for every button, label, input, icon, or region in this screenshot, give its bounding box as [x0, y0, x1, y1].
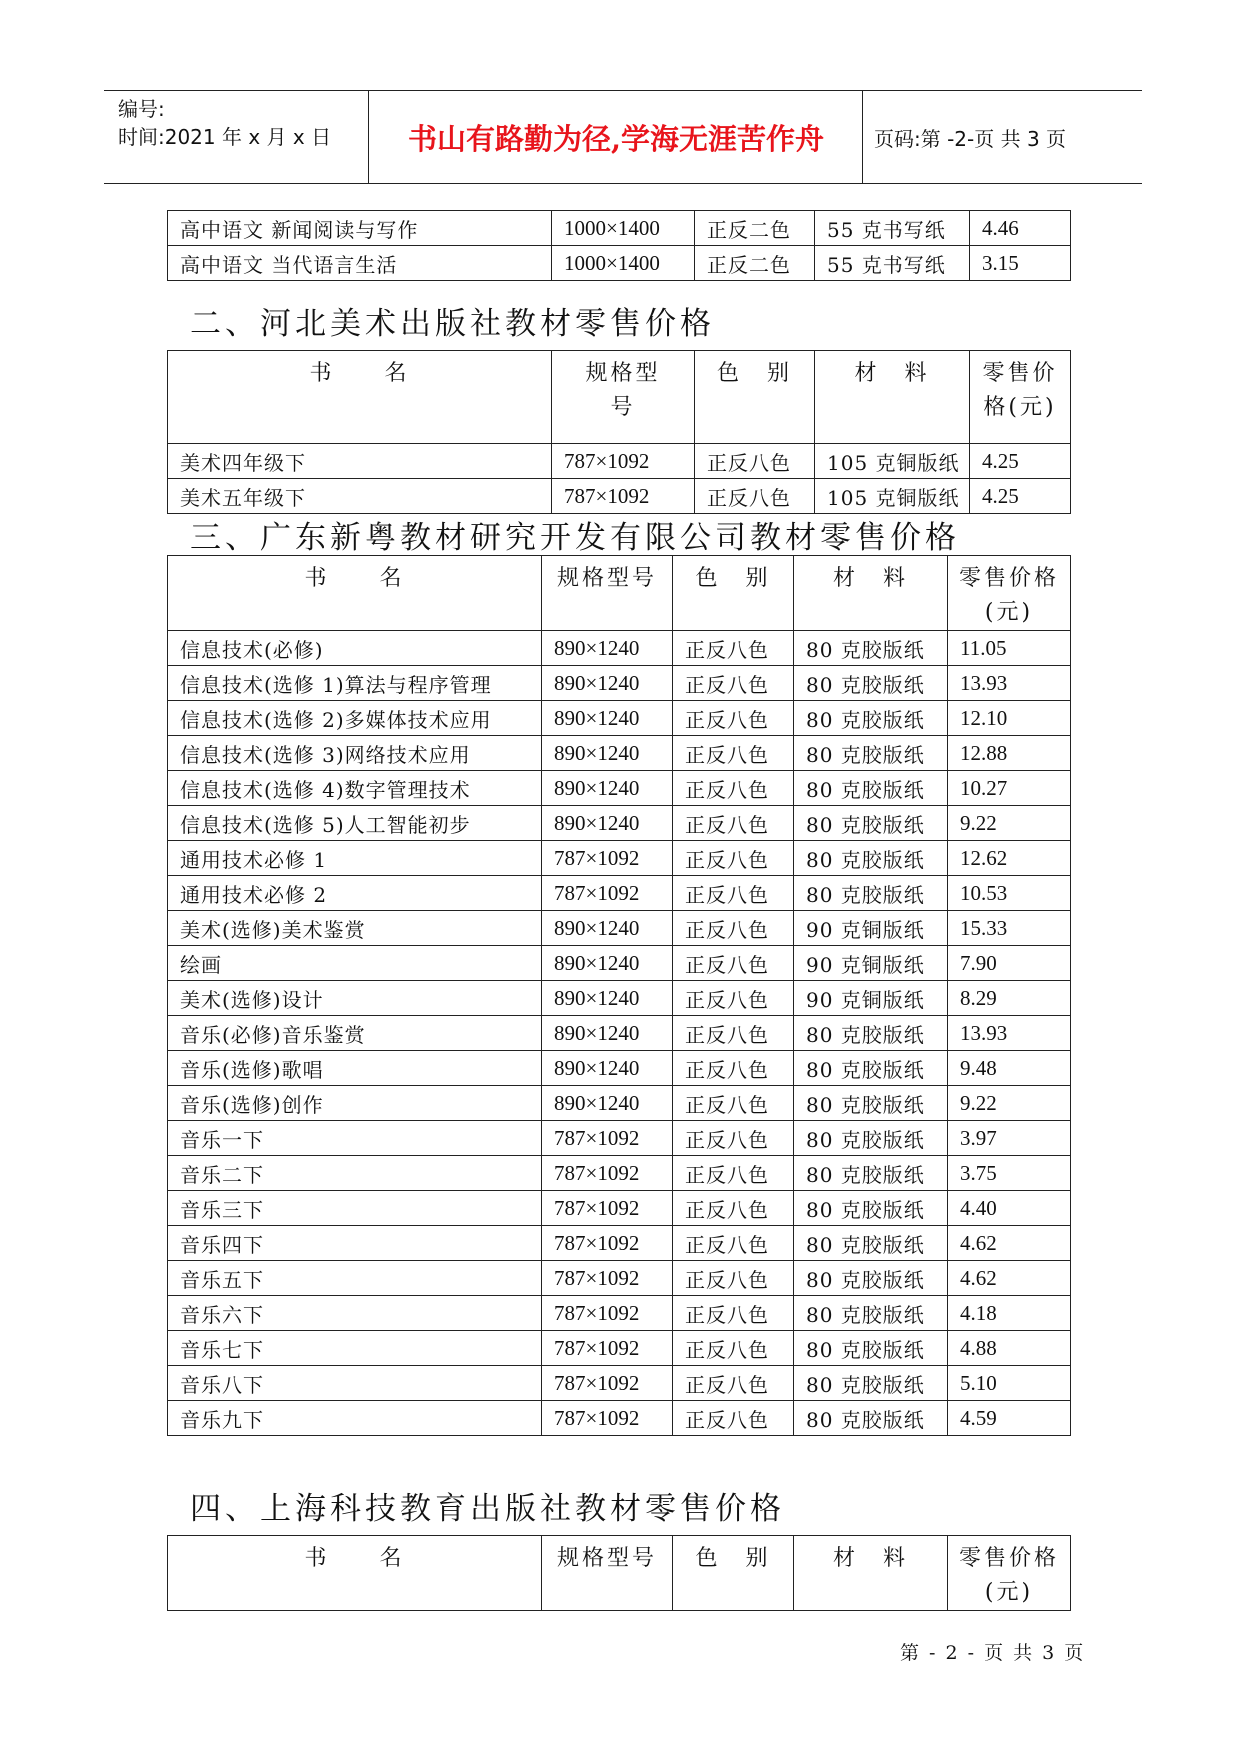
table-row	[168, 1016, 1071, 1051]
cell-material: 80 克胶版纸	[794, 1366, 948, 1401]
guangdong-price-table	[167, 555, 1071, 1436]
cell-material: 80 克胶版纸	[794, 1086, 948, 1121]
cell-color: 正反八色	[673, 1016, 794, 1051]
header-meta-cell	[104, 91, 369, 183]
cell-title: 音乐(选修)歌唱	[168, 1051, 542, 1086]
cell-color: 正反八色	[673, 666, 794, 701]
cell-color: 正反八色	[673, 981, 794, 1016]
table-row	[168, 479, 1071, 514]
table-row	[168, 1121, 1071, 1156]
cell-title: 美术四年级下	[168, 444, 552, 479]
col-header-title: 书 名	[168, 1536, 542, 1611]
cell-material: 80 克胶版纸	[794, 771, 948, 806]
col-header-price: 零售价格(元)	[970, 351, 1071, 444]
col-header-price: 零售价格(元)	[948, 556, 1071, 631]
cell-color: 正反二色	[695, 211, 815, 246]
cell-color: 正反八色	[673, 1086, 794, 1121]
cell-price: 12.88	[948, 736, 1071, 771]
cell-spec: 787×1092	[542, 1401, 673, 1436]
cell-title: 高中语文 新闻阅读与写作	[168, 211, 552, 246]
shanghai-price-table	[167, 1535, 1071, 1611]
cell-title: 音乐六下	[168, 1296, 542, 1331]
cell-title: 信息技术(选修 2)多媒体技术应用	[168, 701, 542, 736]
cell-color: 正反八色	[673, 1296, 794, 1331]
table-row	[168, 1296, 1071, 1331]
cell-price: 4.88	[948, 1331, 1071, 1366]
cell-color: 正反八色	[673, 806, 794, 841]
cell-material: 80 克胶版纸	[794, 1296, 948, 1331]
cell-title: 音乐七下	[168, 1331, 542, 1366]
cell-material: 80 克胶版纸	[794, 1051, 948, 1086]
cell-spec: 890×1240	[542, 666, 673, 701]
cell-color: 正反八色	[673, 771, 794, 806]
cell-spec: 787×1092	[542, 1331, 673, 1366]
col-header-material: 材 料	[815, 351, 970, 444]
cell-price: 10.27	[948, 771, 1071, 806]
cell-title: 通用技术必修 1	[168, 841, 542, 876]
page-footer: 第 - 2 - 页 共 3 页	[900, 1642, 1086, 1664]
cell-color: 正反八色	[695, 479, 815, 514]
table-row	[168, 211, 1071, 246]
section-title-hebei: 二、河北美术出版社教材零售价格	[190, 306, 715, 342]
cell-material: 80 克胶版纸	[794, 701, 948, 736]
cell-price: 4.25	[970, 444, 1071, 479]
cell-material: 80 克胶版纸	[794, 1401, 948, 1436]
cell-price: 4.18	[948, 1296, 1071, 1331]
table-row	[168, 1051, 1071, 1086]
cell-title: 音乐二下	[168, 1156, 542, 1191]
col-header-spec: 规格型号	[542, 556, 673, 631]
header-motto: 书山有路勤为径,学海无涯苦作舟	[370, 91, 863, 183]
col-header-color: 色 别	[673, 556, 794, 631]
cell-material: 80 克胶版纸	[794, 666, 948, 701]
cell-price: 3.15	[970, 246, 1071, 281]
table-row	[168, 1226, 1071, 1261]
table-row	[168, 841, 1071, 876]
table-row	[168, 1261, 1071, 1296]
cell-title: 信息技术(必修)	[168, 631, 542, 666]
table-row	[168, 1086, 1071, 1121]
table-row	[168, 444, 1071, 479]
cell-spec: 787×1092	[542, 1226, 673, 1261]
cell-title: 音乐(必修)音乐鉴赏	[168, 1016, 542, 1051]
cell-spec: 787×1092	[542, 1366, 673, 1401]
col-header-material: 材 料	[794, 556, 948, 631]
cell-title: 音乐九下	[168, 1401, 542, 1436]
cell-title: 信息技术(选修 5)人工智能初步	[168, 806, 542, 841]
cell-material: 80 克胶版纸	[794, 631, 948, 666]
table-row	[168, 946, 1071, 981]
cell-material: 80 克胶版纸	[794, 1191, 948, 1226]
cell-color: 正反二色	[695, 246, 815, 281]
cell-price: 7.90	[948, 946, 1071, 981]
cell-price: 4.62	[948, 1226, 1071, 1261]
cell-price: 4.25	[970, 479, 1071, 514]
cell-spec: 1000×1400	[552, 211, 695, 246]
continuation-table	[167, 210, 1071, 281]
cell-price: 9.22	[948, 1086, 1071, 1121]
table-row	[168, 736, 1071, 771]
cell-color: 正反八色	[673, 1331, 794, 1366]
cell-spec: 890×1240	[542, 946, 673, 981]
table-row	[168, 1156, 1071, 1191]
table-row	[168, 806, 1071, 841]
table-row	[168, 631, 1071, 666]
cell-spec: 890×1240	[542, 1086, 673, 1121]
col-header-spec: 规格型号	[552, 351, 695, 444]
col-header-title: 书 名	[168, 556, 542, 631]
cell-price: 3.97	[948, 1121, 1071, 1156]
cell-price: 4.40	[948, 1191, 1071, 1226]
cell-material: 80 克胶版纸	[794, 1016, 948, 1051]
cell-color: 正反八色	[673, 911, 794, 946]
cell-spec: 787×1092	[542, 1261, 673, 1296]
cell-title: 音乐(选修)创作	[168, 1086, 542, 1121]
cell-color: 正反八色	[673, 736, 794, 771]
cell-color: 正反八色	[673, 841, 794, 876]
cell-title: 音乐一下	[168, 1121, 542, 1156]
cell-spec: 890×1240	[542, 736, 673, 771]
table-row	[168, 771, 1071, 806]
cell-price: 5.10	[948, 1366, 1071, 1401]
cell-spec: 787×1092	[542, 1121, 673, 1156]
cell-title: 绘画	[168, 946, 542, 981]
cell-material: 80 克胶版纸	[794, 876, 948, 911]
cell-spec: 1000×1400	[552, 246, 695, 281]
cell-price: 8.29	[948, 981, 1071, 1016]
cell-material: 80 克胶版纸	[794, 841, 948, 876]
cell-material: 80 克胶版纸	[794, 1261, 948, 1296]
cell-price: 4.46	[970, 211, 1071, 246]
table-row	[168, 701, 1071, 736]
cell-color: 正反八色	[673, 1261, 794, 1296]
cell-material: 80 克胶版纸	[794, 1156, 948, 1191]
cell-spec: 890×1240	[542, 701, 673, 736]
cell-spec: 890×1240	[542, 806, 673, 841]
cell-color: 正反八色	[673, 1051, 794, 1086]
cell-spec: 890×1240	[542, 1051, 673, 1086]
cell-spec: 787×1092	[542, 1191, 673, 1226]
cell-price: 3.75	[948, 1156, 1071, 1191]
cell-price: 4.59	[948, 1401, 1071, 1436]
table-row	[168, 1191, 1071, 1226]
section-title-shanghai: 四、上海科技教育出版社教材零售价格	[190, 1491, 785, 1527]
cell-title: 美术(选修)美术鉴赏	[168, 911, 542, 946]
cell-spec: 890×1240	[542, 981, 673, 1016]
cell-spec: 787×1092	[542, 841, 673, 876]
cell-material: 90 克铜版纸	[794, 946, 948, 981]
table-row	[168, 911, 1071, 946]
cell-price: 12.10	[948, 701, 1071, 736]
cell-spec: 787×1092	[542, 876, 673, 911]
cell-price: 4.62	[948, 1261, 1071, 1296]
cell-color: 正反八色	[673, 1366, 794, 1401]
cell-color: 正反八色	[673, 1191, 794, 1226]
cell-spec: 890×1240	[542, 1016, 673, 1051]
cell-material: 90 克铜版纸	[794, 911, 948, 946]
cell-price: 9.22	[948, 806, 1071, 841]
cell-title: 信息技术(选修 1)算法与程序管理	[168, 666, 542, 701]
cell-spec: 787×1092	[552, 444, 695, 479]
col-header-color: 色 别	[695, 351, 815, 444]
cell-color: 正反八色	[673, 631, 794, 666]
cell-color: 正反八色	[673, 1121, 794, 1156]
cell-material: 105 克铜版纸	[815, 444, 970, 479]
cell-title: 音乐八下	[168, 1366, 542, 1401]
cell-material: 80 克胶版纸	[794, 736, 948, 771]
cell-material: 90 克铜版纸	[794, 981, 948, 1016]
cell-color: 正反八色	[673, 701, 794, 736]
header-page-label: 页码:第 -2-页 共 3 页	[874, 126, 1067, 151]
cell-material: 105 克铜版纸	[815, 479, 970, 514]
cell-color: 正反八色	[673, 876, 794, 911]
page-header	[104, 90, 1142, 184]
cell-title: 音乐五下	[168, 1261, 542, 1296]
cell-title: 信息技术(选修 4)数字管理技术	[168, 771, 542, 806]
cell-spec: 890×1240	[542, 631, 673, 666]
cell-title: 信息技术(选修 3)网络技术应用	[168, 736, 542, 771]
cell-material: 55 克书写纸	[815, 211, 970, 246]
table-row	[168, 876, 1071, 911]
cell-title: 音乐三下	[168, 1191, 542, 1226]
cell-material: 55 克书写纸	[815, 246, 970, 281]
cell-spec: 787×1092	[542, 1156, 673, 1191]
cell-material: 80 克胶版纸	[794, 806, 948, 841]
table-row	[168, 1401, 1071, 1436]
table-row	[168, 666, 1071, 701]
section-title-guangdong: 三、广东新粤教材研究开发有限公司教材零售价格	[190, 520, 960, 556]
table-row	[168, 1331, 1071, 1366]
cell-price: 10.53	[948, 876, 1071, 911]
col-header-material: 材 料	[794, 1536, 948, 1611]
hebei-price-table	[167, 350, 1071, 514]
col-header-color: 色 别	[673, 1536, 794, 1611]
cell-price: 9.48	[948, 1051, 1071, 1086]
cell-title: 音乐四下	[168, 1226, 542, 1261]
cell-price: 15.33	[948, 911, 1071, 946]
serial-label: 编号:	[118, 97, 165, 121]
cell-color: 正反八色	[673, 1401, 794, 1436]
table-row	[168, 246, 1071, 281]
cell-title: 通用技术必修 2	[168, 876, 542, 911]
cell-material: 80 克胶版纸	[794, 1121, 948, 1156]
table-row	[168, 981, 1071, 1016]
cell-title: 美术(选修)设计	[168, 981, 542, 1016]
cell-color: 正反八色	[673, 946, 794, 981]
col-header-title: 书 名	[168, 351, 552, 444]
cell-price: 13.93	[948, 666, 1071, 701]
col-header-price: 零售价格(元)	[948, 1536, 1071, 1611]
cell-price: 12.62	[948, 841, 1071, 876]
cell-color: 正反八色	[673, 1226, 794, 1261]
cell-price: 13.93	[948, 1016, 1071, 1051]
cell-material: 80 克胶版纸	[794, 1331, 948, 1366]
cell-material: 80 克胶版纸	[794, 1226, 948, 1261]
cell-price: 11.05	[948, 631, 1071, 666]
cell-color: 正反八色	[695, 444, 815, 479]
time-label: 时间:2021 年 x 月 x 日	[118, 125, 332, 149]
cell-spec: 787×1092	[552, 479, 695, 514]
cell-title: 高中语文 当代语言生活	[168, 246, 552, 281]
cell-color: 正反八色	[673, 1156, 794, 1191]
table-row	[168, 1366, 1071, 1401]
cell-spec: 787×1092	[542, 1296, 673, 1331]
cell-title: 美术五年级下	[168, 479, 552, 514]
cell-spec: 890×1240	[542, 771, 673, 806]
cell-spec: 890×1240	[542, 911, 673, 946]
col-header-spec: 规格型号	[542, 1536, 673, 1611]
